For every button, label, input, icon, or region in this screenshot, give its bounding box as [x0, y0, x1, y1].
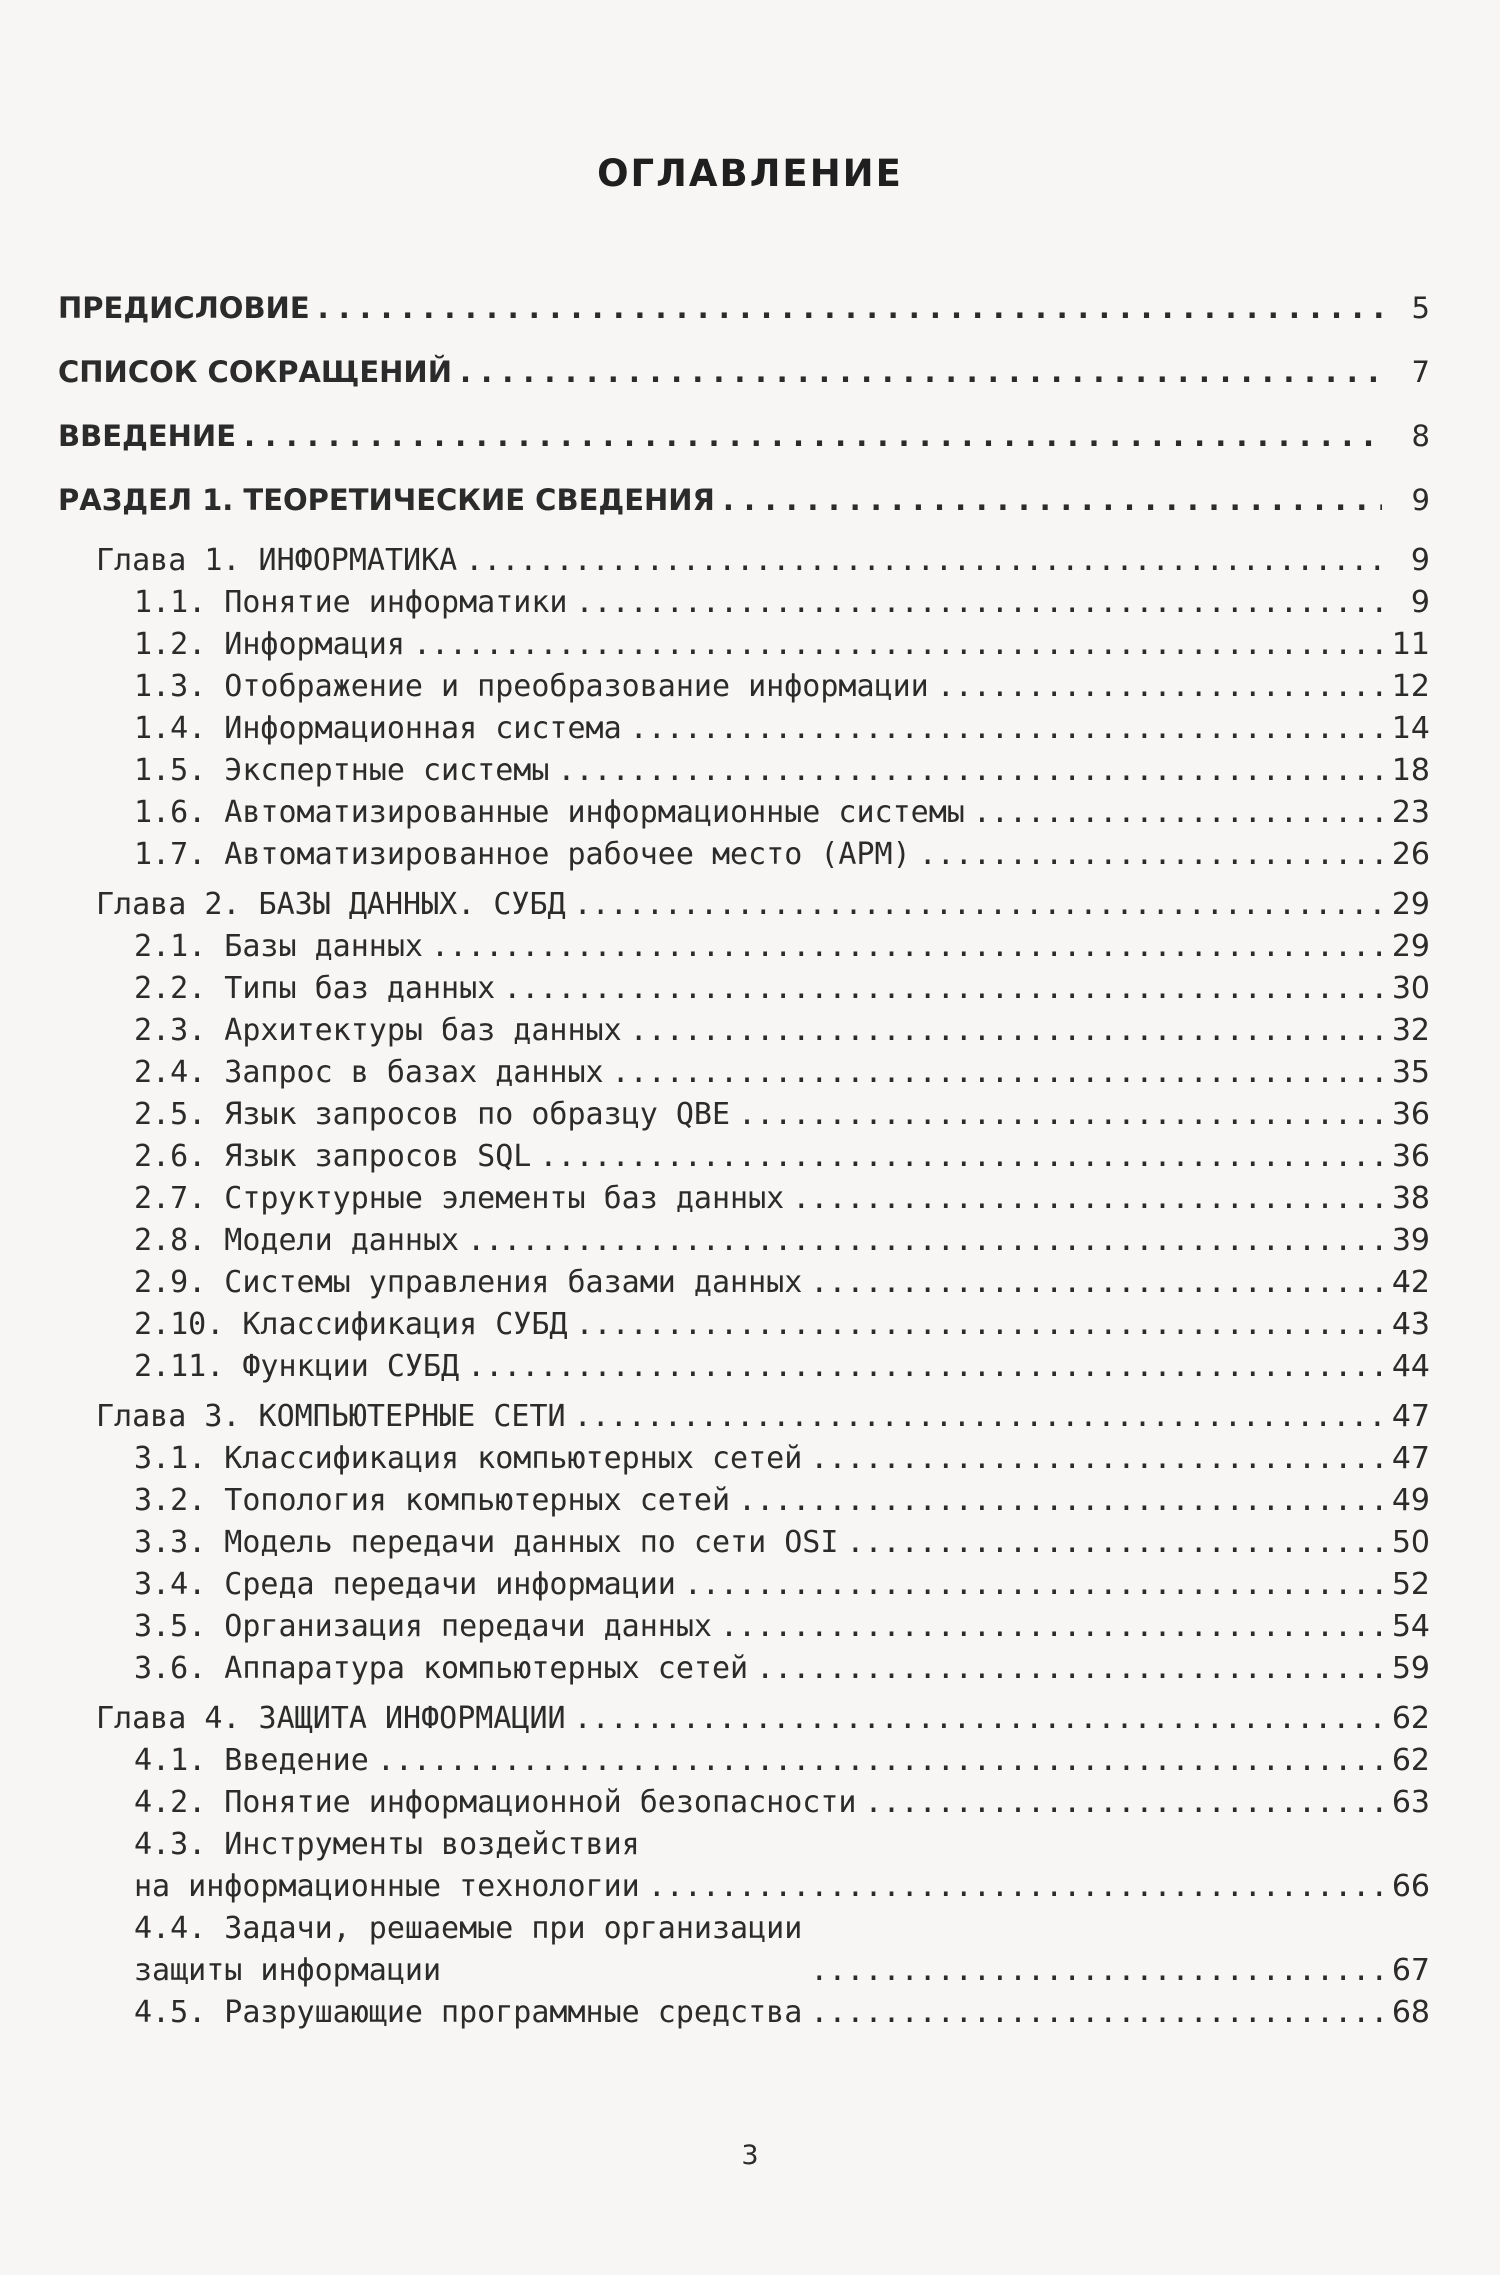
toc-entry-page: 59	[1391, 1651, 1430, 1686]
dot-leader	[864, 1782, 1382, 1824]
toc-entry-title: РАЗДЕЛ 1. ТЕОРЕТИЧЕСКИЕ СВЕДЕНИЯ	[58, 483, 715, 517]
toc-entry-title: 4.2. Понятие информационной безопасности	[134, 1785, 857, 1820]
toc-entry-title: 2.3. Архитектуры баз данных	[134, 1013, 622, 1048]
toc-entry-title: СПИСОК СОКРАЩЕНИЙ	[58, 355, 452, 389]
toc-entry-page: 32	[1391, 1013, 1430, 1048]
dot-leader	[431, 926, 1382, 968]
toc-entry-title: ПРЕДИСЛОВИЕ	[58, 291, 310, 325]
toc-entry-page: 35	[1391, 1055, 1430, 1090]
dot-leader	[318, 276, 1382, 340]
toc-entry-title: 1.7. Автоматизированное рабочее место (АРМ)	[134, 837, 911, 872]
toc-entry-page: 29	[1391, 929, 1430, 964]
toc-entry-title: 2.2. Типы баз данных	[134, 971, 496, 1006]
dot-leader	[973, 792, 1382, 834]
toc-entry	[58, 1094, 1430, 1136]
toc-entry-title: 4.5. Разрушающие программные средства	[134, 1995, 803, 2030]
toc-entry-title: 1.1. Понятие информатики	[134, 585, 568, 620]
toc-entry	[58, 276, 1430, 340]
toc-entry	[58, 1178, 1430, 1220]
toc-entry	[58, 666, 1430, 708]
toc-entry-page: 12	[1391, 669, 1430, 704]
page-number: 3	[741, 2140, 759, 2171]
toc-entry	[58, 1304, 1430, 1346]
dot-leader	[810, 1438, 1382, 1480]
dot-leader	[467, 1220, 1382, 1262]
toc-entry-page: 29	[1391, 887, 1430, 922]
toc-entry-title-line: защиты информации	[134, 1953, 442, 1988]
toc-entry-page: 42	[1391, 1265, 1430, 1300]
toc-entry	[58, 968, 1430, 1010]
toc-title: ОГЛАВЛЕНИЕ	[597, 152, 903, 195]
dot-leader	[937, 666, 1382, 708]
toc-entry	[58, 1262, 1430, 1304]
toc-entry-title: 2.5. Язык запросов по образцу QBE	[134, 1097, 731, 1132]
dot-leader	[575, 582, 1382, 624]
dot-leader	[648, 1866, 1382, 1908]
toc-entry-page: 62	[1391, 1701, 1430, 1736]
dot-leader	[723, 468, 1382, 532]
toc-entry-page: 30	[1391, 971, 1430, 1006]
toc-entry-page: 5	[1411, 291, 1430, 325]
toc-entry-title: 3.4. Среда передачи информации	[134, 1567, 676, 1602]
toc-entry	[58, 1698, 1430, 1740]
toc-entry-page: 39	[1391, 1223, 1430, 1258]
toc-entry	[58, 1522, 1430, 1564]
toc-entry-page: 14	[1391, 711, 1430, 746]
toc-entry-title: ВВЕДЕНИЕ	[58, 419, 237, 453]
dot-leader	[810, 1262, 1382, 1304]
toc-entry-page: 68	[1391, 1995, 1430, 2030]
toc-entry-page: 9	[1411, 483, 1430, 517]
toc-entry-page: 36	[1391, 1139, 1430, 1174]
toc-entry-title: 2.1. Базы данных	[134, 929, 423, 964]
table-of-contents	[58, 276, 1430, 2034]
toc-entry	[58, 1346, 1430, 1388]
toc-entry	[58, 1136, 1430, 1178]
toc-entry	[58, 792, 1430, 834]
dot-leader	[612, 1052, 1382, 1094]
toc-entry-page: 50	[1391, 1525, 1430, 1560]
dot-leader	[810, 1992, 1382, 2034]
dot-leader	[630, 1010, 1382, 1052]
dot-leader	[539, 1136, 1382, 1178]
dot-leader	[460, 340, 1382, 404]
toc-entry-page: 18	[1391, 753, 1430, 788]
toc-entry	[58, 1564, 1430, 1606]
toc-entry-page: 47	[1391, 1399, 1430, 1434]
dot-leader	[684, 1564, 1382, 1606]
toc-entry-page: 67	[1391, 1953, 1430, 1988]
toc-entry	[58, 1606, 1430, 1648]
toc-entry-page: 44	[1391, 1349, 1430, 1384]
toc-entry	[58, 1220, 1430, 1262]
toc-entry-page: 7	[1411, 355, 1430, 389]
toc-entry-title: Глава 2. БАЗЫ ДАННЫХ. СУБД	[96, 887, 566, 922]
toc-entry-page: 23	[1391, 795, 1430, 830]
toc-entry-title	[134, 1908, 802, 1992]
toc-entry	[58, 926, 1430, 968]
toc-entry	[58, 834, 1430, 876]
toc-entry	[58, 1824, 1430, 1908]
toc-entry-page: 66	[1391, 1869, 1430, 1904]
dot-leader	[810, 1950, 1382, 1992]
toc-entry-title: 3.2. Топология компьютерных сетей	[134, 1483, 731, 1518]
dot-leader	[792, 1178, 1382, 1220]
dot-leader	[377, 1740, 1382, 1782]
toc-entry-title	[134, 1824, 640, 1908]
toc-entry-title-line: 4.3. Инструменты воздействия	[134, 1827, 640, 1862]
dot-leader	[720, 1606, 1382, 1648]
toc-entry-title: 1.5. Экспертные системы	[134, 753, 550, 788]
toc-entry-page: 62	[1391, 1743, 1430, 1778]
toc-entry	[58, 1438, 1430, 1480]
toc-entry	[58, 708, 1430, 750]
toc-entry-page: 52	[1391, 1567, 1430, 1602]
toc-entry-page: 11	[1391, 627, 1430, 662]
toc-entry	[58, 1908, 1430, 1992]
toc-entry	[58, 1648, 1430, 1690]
toc-entry	[58, 1052, 1430, 1094]
toc-entry-title: 4.1. Введение	[134, 1743, 369, 1778]
dot-leader	[467, 1346, 1382, 1388]
toc-entry-title: 3.3. Модель передачи данных по сети OSI	[134, 1525, 839, 1560]
toc-entry-title: Глава 3. КОМПЬЮТЕРНЫЕ СЕТИ	[96, 1399, 566, 1434]
toc-entry-title: 1.6. Автоматизированные информационные системы	[134, 795, 965, 830]
toc-entry	[58, 404, 1430, 468]
toc-entry-page: 54	[1391, 1609, 1430, 1644]
toc-entry-title: 2.4. Запрос в базах данных	[134, 1055, 604, 1090]
toc-entry-page: 8	[1411, 419, 1430, 453]
toc-entry-page: 38	[1391, 1181, 1430, 1216]
toc-entry	[58, 624, 1430, 666]
dot-leader	[630, 708, 1382, 750]
dot-leader	[738, 1094, 1382, 1136]
toc-entry-page: 26	[1391, 837, 1430, 872]
toc-entry	[58, 1992, 1430, 2034]
toc-entry-title: 1.2. Информация	[134, 627, 405, 662]
dot-leader	[574, 1396, 1382, 1438]
toc-entry-page: 9	[1410, 585, 1430, 620]
toc-entry-title: 2.6. Язык запросов SQL	[134, 1139, 532, 1174]
dot-leader	[557, 750, 1382, 792]
dot-leader	[574, 1698, 1382, 1740]
toc-entry-title: Глава 1. ИНФОРМАТИКА	[96, 543, 458, 578]
toc-entry-title: 2.10. Классификация СУБД	[134, 1307, 568, 1342]
dot-leader	[574, 884, 1382, 926]
toc-entry-title: 2.9. Системы управления базами данных	[134, 1265, 803, 1300]
toc-entry-title: 2.11. Функции СУБД	[134, 1349, 460, 1384]
toc-entry-title: 2.8. Модели данных	[134, 1223, 460, 1258]
toc-entry	[58, 468, 1430, 532]
toc-entry-page: 63	[1391, 1785, 1430, 1820]
dot-leader	[846, 1522, 1382, 1564]
dot-leader	[919, 834, 1382, 876]
toc-entry-title: 3.6. Аппаратура компьютерных сетей	[134, 1651, 749, 1686]
toc-entry-page: 36	[1391, 1097, 1430, 1132]
toc-entry-page: 43	[1391, 1307, 1430, 1342]
toc-entry	[58, 1010, 1430, 1052]
dot-leader	[244, 404, 1382, 468]
toc-entry	[58, 1740, 1430, 1782]
toc-entry	[58, 1396, 1430, 1438]
toc-entry	[58, 750, 1430, 792]
dot-leader	[465, 540, 1382, 582]
dot-leader	[756, 1648, 1382, 1690]
toc-entry-title-line: 4.4. Задачи, решаемые при организации	[134, 1911, 803, 1946]
toc-entry	[58, 884, 1430, 926]
toc-entry-title: Глава 4. ЗАЩИТА ИНФОРМАЦИИ	[96, 1701, 566, 1736]
dot-leader	[738, 1480, 1382, 1522]
toc-entry	[58, 1782, 1430, 1824]
toc-entry-title: 1.4. Информационная система	[134, 711, 622, 746]
dot-leader	[413, 624, 1382, 666]
toc-entry-page: 49	[1391, 1483, 1430, 1518]
toc-entry	[58, 540, 1430, 582]
toc-entry-title: 1.3. Отображение и преобразование информации	[134, 669, 929, 704]
toc-entry-title: 3.1. Классификация компьютерных сетей	[134, 1441, 803, 1476]
toc-entry	[58, 340, 1430, 404]
toc-entry	[58, 582, 1430, 624]
dot-leader	[575, 1304, 1382, 1346]
dot-leader	[503, 968, 1382, 1010]
toc-entry-page: 47	[1391, 1441, 1430, 1476]
toc-entry-title-line: на информационные технологии	[134, 1869, 640, 1904]
toc-entry-title: 2.7. Структурные элементы баз данных	[134, 1181, 785, 1216]
toc-entry-title: 3.5. Организация передачи данных	[134, 1609, 712, 1644]
toc-entry-page: 9	[1410, 543, 1430, 578]
toc-entry	[58, 1480, 1430, 1522]
